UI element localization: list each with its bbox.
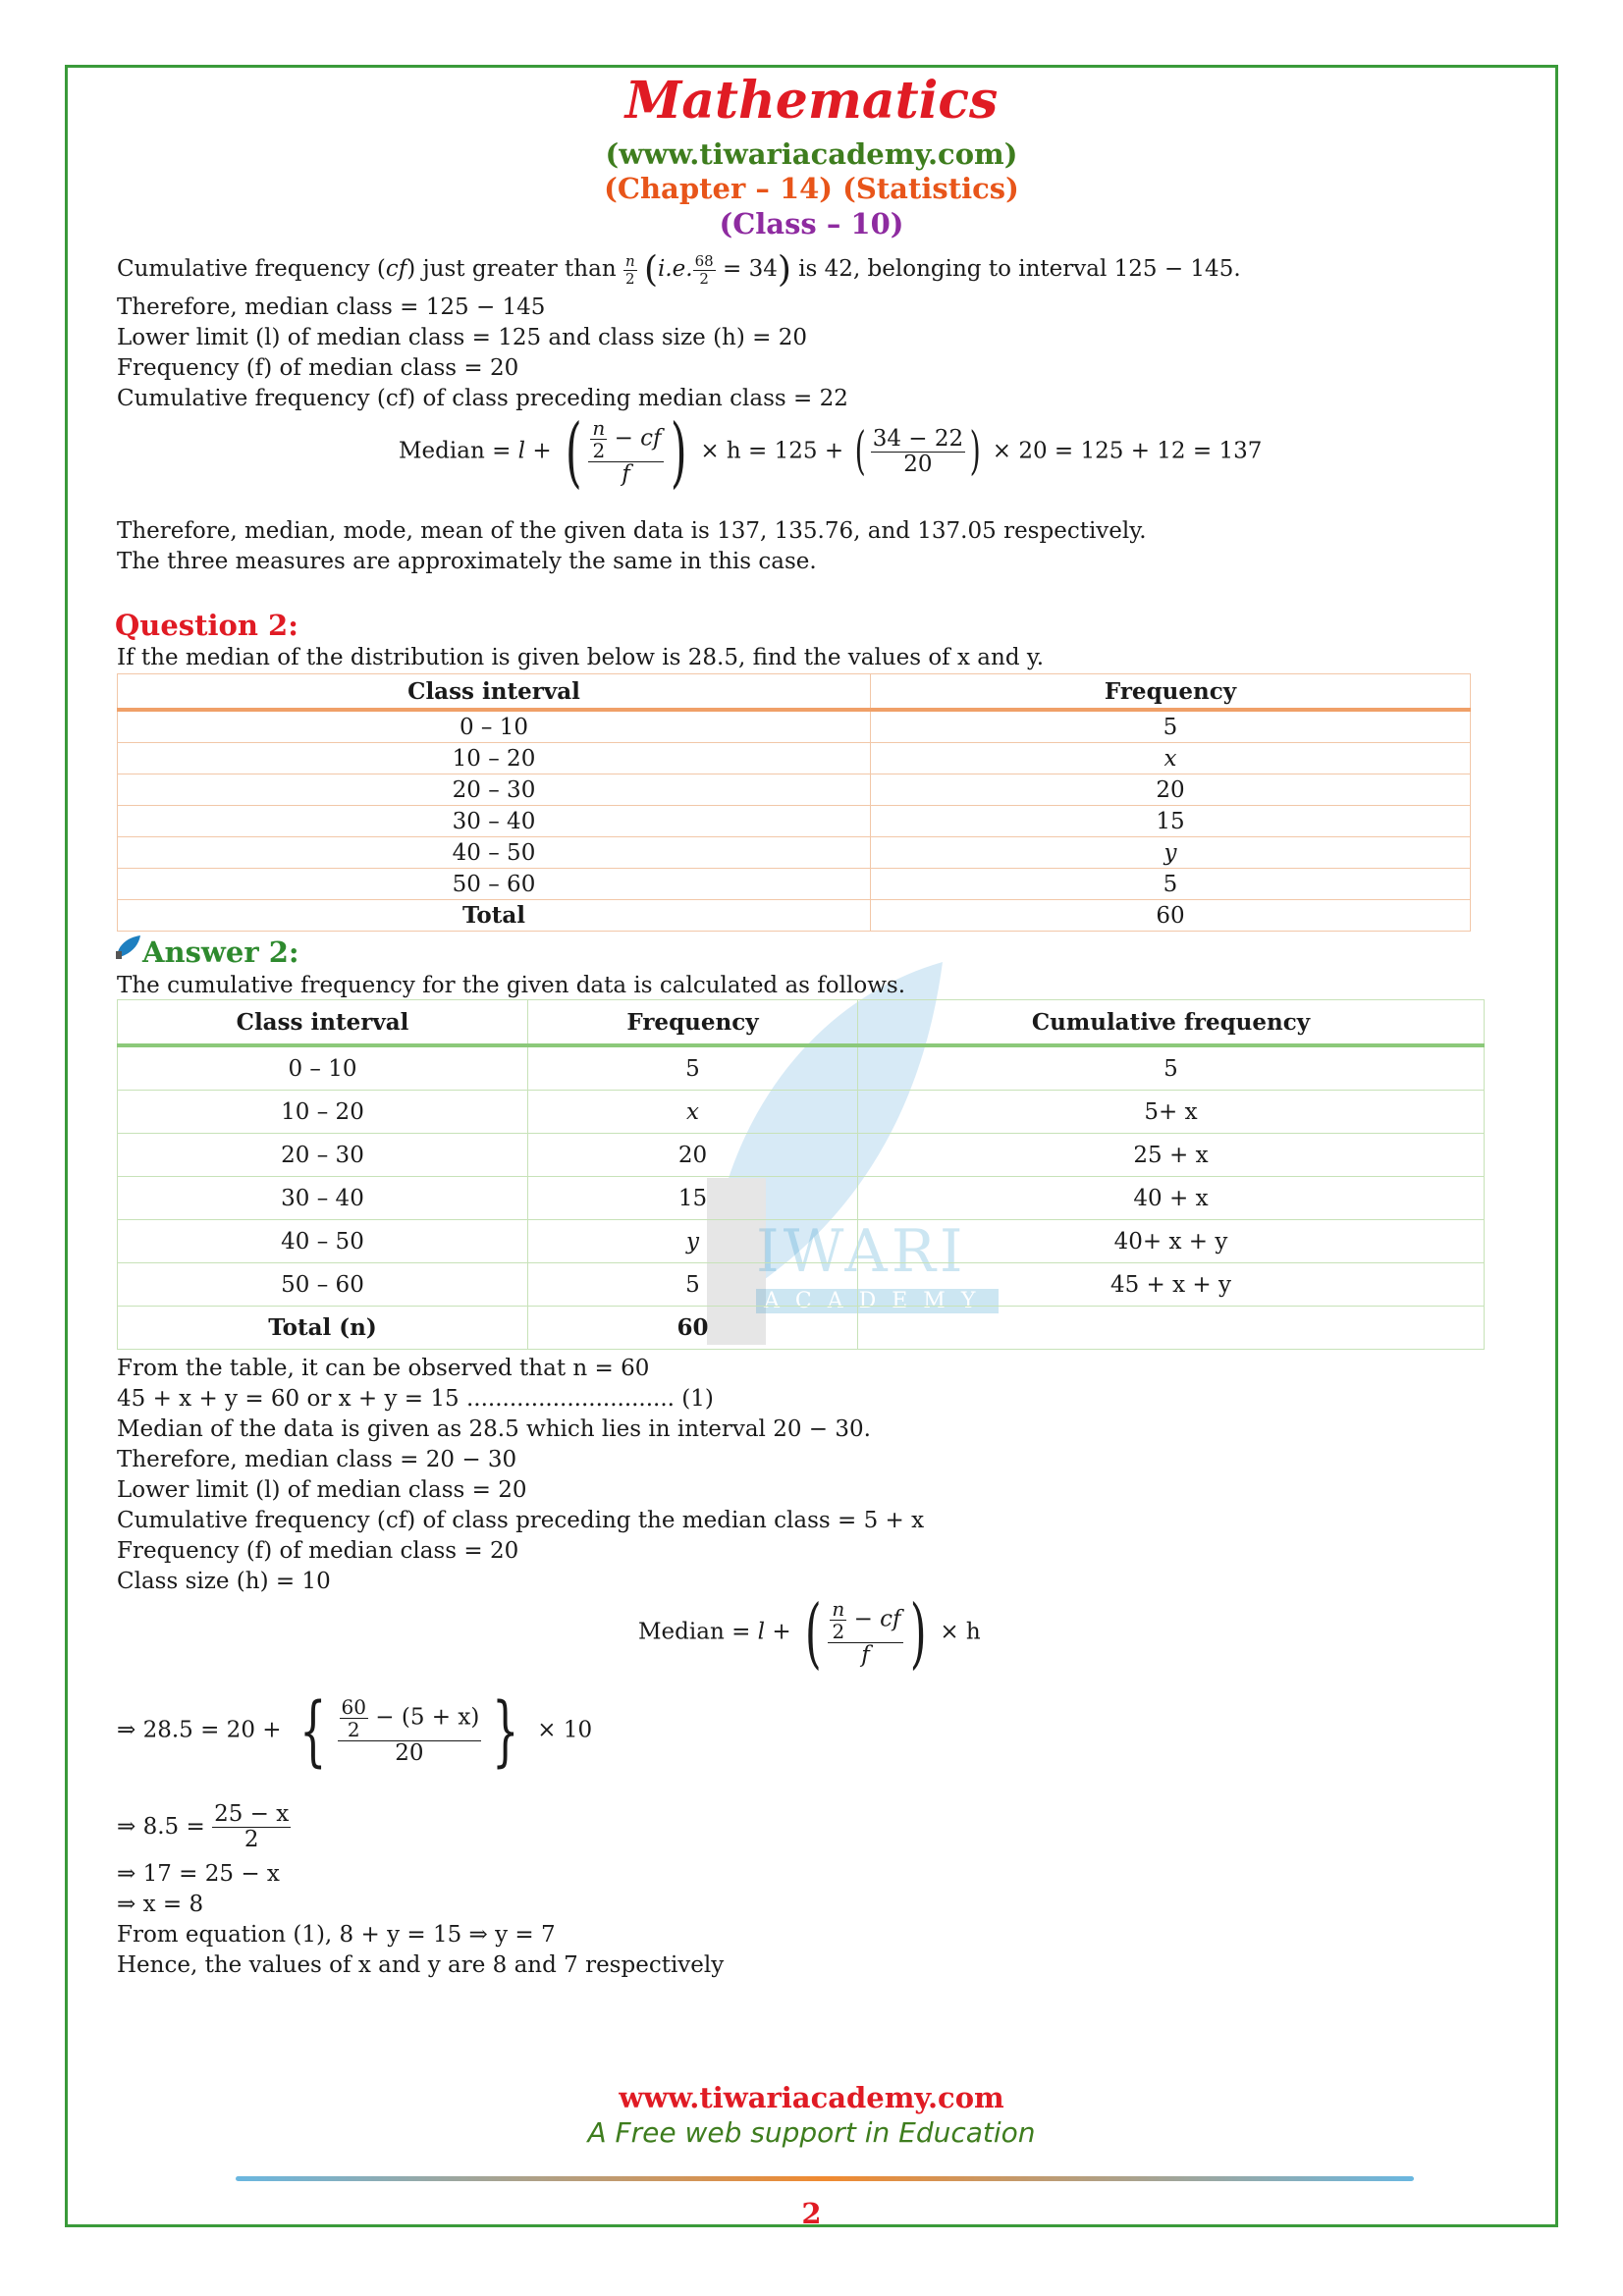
table-row: 30 – 40 15 40 + x [118, 1177, 1485, 1220]
solution-line-3: Median of the data is given as 28.5 which lies in interval 20 − 30. [117, 1416, 871, 1442]
table-row: 40 – 50 y 40+ x + y [118, 1220, 1485, 1263]
final-answer: Hence, the values of x and y are 8 and 7 respectively [117, 1952, 725, 1978]
table-row: 20 – 30 20 [118, 774, 1471, 806]
question-heading: Question 2: [115, 609, 298, 642]
solution-line-4: Therefore, median class = 20 − 30 [117, 1447, 517, 1472]
table-row: 50 – 60 5 [118, 869, 1471, 900]
header-class: (Class – 10) [719, 207, 904, 240]
table-row: 10 – 20 x [118, 743, 1471, 774]
n-over-2-fraction: $\frac{n}{2}$ [624, 252, 635, 288]
header-chapter: (Chapter – 14) (Statistics) [604, 172, 1019, 205]
table-row: 0 – 10 5 [118, 710, 1471, 743]
answer-heading: Answer 2: [142, 935, 299, 969]
footer-tagline: A Free web support in Education [587, 2116, 1036, 2149]
table-row: 30 – 40 15 [118, 806, 1471, 837]
table-row: 50 – 60 5 45 + x + y [118, 1263, 1485, 1307]
table-row: 40 – 50 y [118, 837, 1471, 869]
column-header: Class interval [118, 1000, 528, 1046]
cf-statement: Cumulative frequency (cf) just greater than $\frac{n}{2}$ (i.e. $\frac{68}{2}$ = 34) is 42, belonging to interval 125 − 145. [117, 249, 1241, 291]
footer-website-link[interactable]: www.tiwariacademy.com [619, 2081, 1004, 2114]
step-equation-1: ⇒ 8.5 = $\frac{25 - x}{2}$ [117, 1801, 290, 1853]
column-header: Frequency [528, 1000, 858, 1046]
table-row: 0 – 10 5 5 [118, 1045, 1485, 1091]
substitution-equation: ⇒ 28.5 = 20 + { $\frac{60}{2}$ − (5 + x) 20 } × 10 [117, 1686, 593, 1776]
solution-line-1: From the table, it can be observed that n = 60 [117, 1356, 650, 1381]
median-class-line: Therefore, median class = 125 − 145 [117, 294, 546, 320]
question-text: If the median of the distribution is given below is 28.5, find the values of x and y. [117, 645, 1045, 670]
answer-intro: The cumulative frequency for the given data is calculated as follows. [117, 973, 906, 998]
step-equation-2: ⇒ 17 = 25 − x [117, 1861, 280, 1887]
step-equation-4: From equation (1), 8 + y = 15 ⇒ y = 7 [117, 1922, 556, 1948]
watermark-subtext: ACADEMY [756, 1289, 999, 1313]
cumulative-frequency-line: Cumulative frequency (cf) of class preceding median class = 22 [117, 386, 848, 411]
solution-line-8: Class size (h) = 10 [117, 1569, 331, 1594]
column-header: Cumulative frequency [858, 1000, 1485, 1046]
step-equation-3: ⇒ x = 8 [117, 1892, 204, 1917]
median-formula: Median = l + ( $\frac{n}{2}$ − cf f ) × h [638, 1588, 981, 1678]
table-row: 20 – 30 20 25 + x [118, 1134, 1485, 1177]
header-website: (www.tiwariacademy.com) [605, 137, 1018, 171]
page-number: 2 [801, 2197, 822, 2230]
watermark-text: IWARI [756, 1217, 967, 1286]
conclusion-line: The three measures are approximately the same in this case. [117, 549, 817, 574]
column-header: Frequency [871, 674, 1471, 711]
page-title: Mathematics [624, 71, 999, 131]
frequency-line: Frequency (f) of median class = 20 [117, 355, 519, 381]
table-row: Total 60 [118, 900, 1471, 932]
footer-divider [236, 2176, 1414, 2181]
table-row: Total (n) 60 [118, 1307, 1485, 1350]
answer-table [117, 999, 1485, 1350]
median-equation-1: Median = l + ( $\frac{n}{2}$ − cf f ) × h = 125 + ( $\frac{34 - 22}{20}$ ) × 20 = 125 + 12 = 137 [399, 407, 1263, 497]
solution-line-7: Frequency (f) of median class = 20 [117, 1538, 519, 1564]
solution-line-2: 45 + x + y = 60 or x + y = 15 ............................. (1) [117, 1386, 714, 1412]
solution-line-5: Lower limit (l) of median class = 20 [117, 1477, 527, 1503]
summary-line: Therefore, median, mode, mean of the given data is 137, 135.76, and 137.05 respectively. [117, 518, 1147, 544]
column-header: Class interval [118, 674, 871, 711]
68-over-2-fraction: $\frac{68}{2}$ [694, 252, 714, 288]
table-row: 10 – 20 x 5+ x [118, 1091, 1485, 1134]
solution-line-6: Cumulative frequency (cf) of class preceding the median class = 5 + x [117, 1508, 925, 1533]
lower-limit-line: Lower limit (l) of median class = 125 and class size (h) = 20 [117, 325, 807, 350]
tiwari-logo-icon [115, 934, 142, 960]
question-table [117, 673, 1471, 932]
